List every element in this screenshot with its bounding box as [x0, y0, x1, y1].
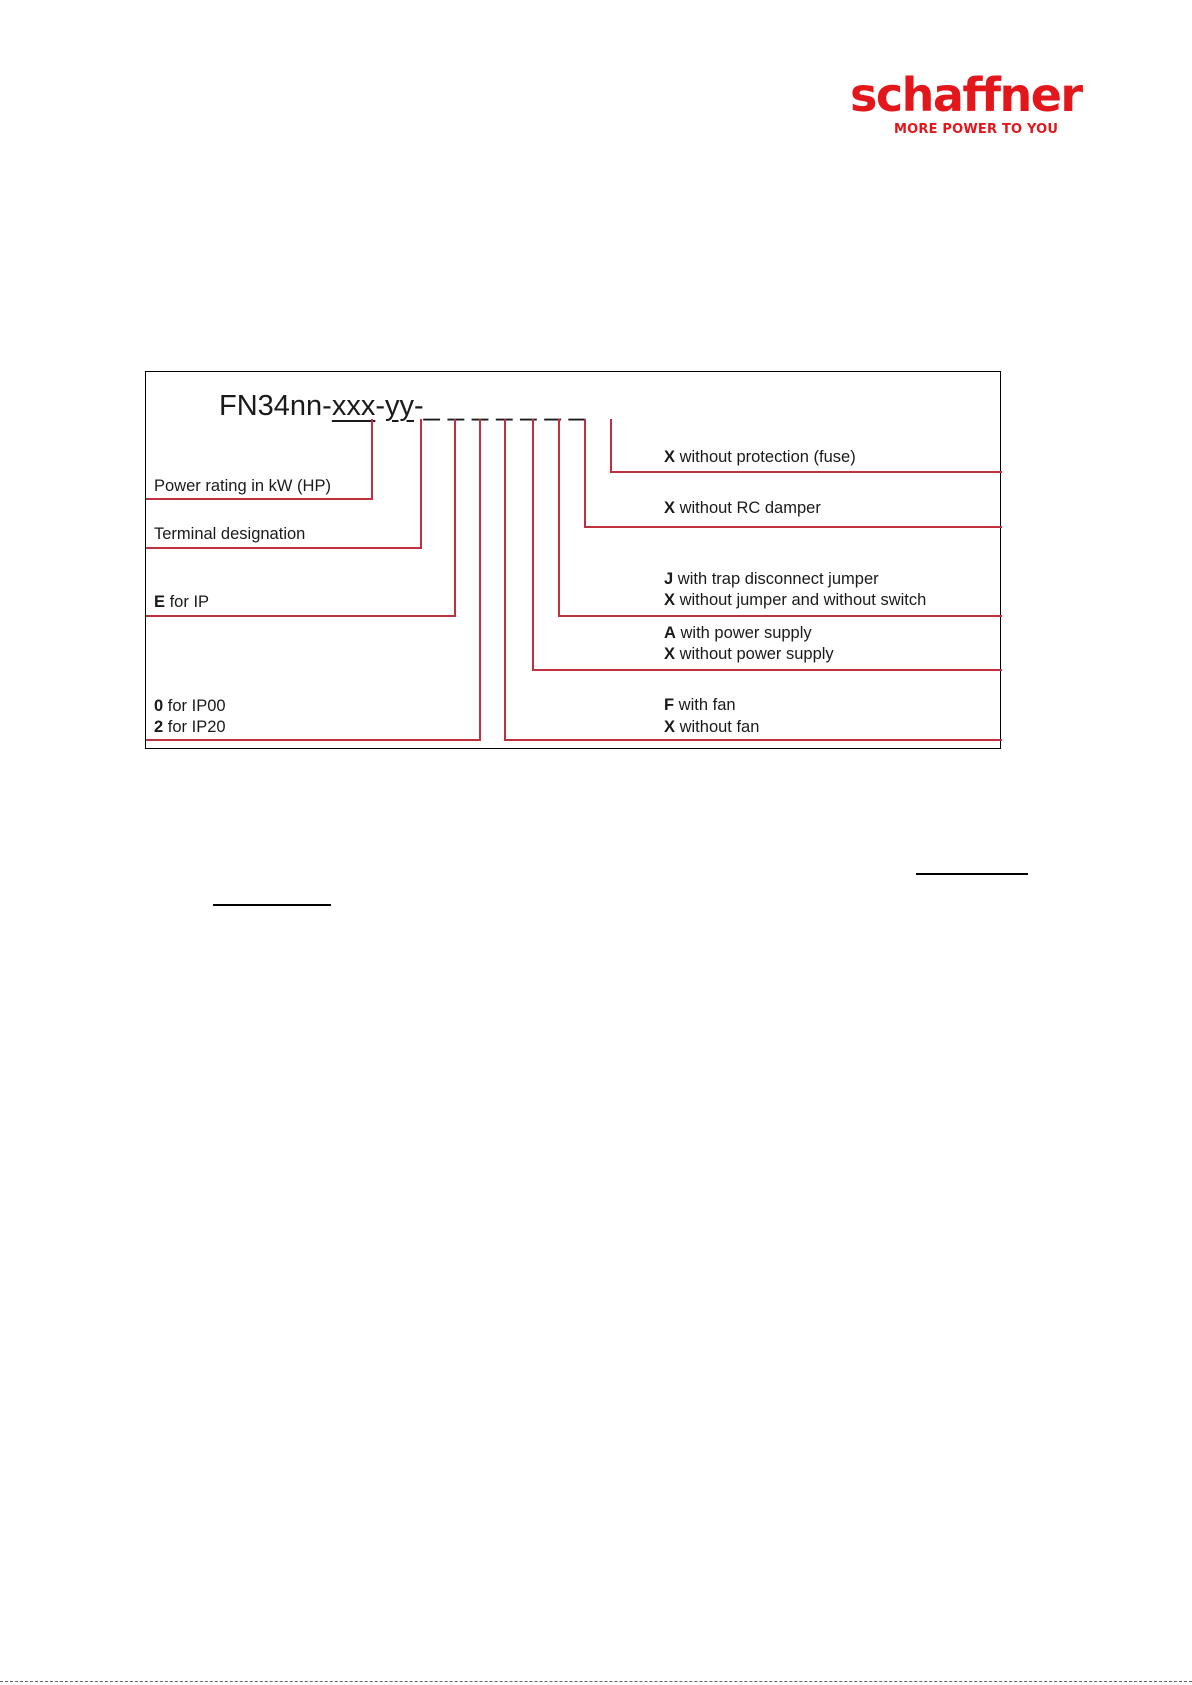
- label-jumper-x: X without jumper and without switch: [664, 591, 927, 609]
- code-prefix: FN34nn-: [219, 390, 332, 422]
- label-rc-damper: X without RC damper: [664, 499, 821, 517]
- logo-tagline: MORE POWER TO YOU: [894, 122, 1059, 137]
- code-xxx: xxx: [331, 390, 376, 422]
- logo-wordmark: schaffner: [850, 68, 1082, 122]
- line-e-ip: [146, 419, 455, 616]
- label-jumper-j: J with trap disconnect jumper: [664, 570, 879, 588]
- footer-divider: [0, 1681, 1192, 1682]
- code-suffix: -_ _ _ _ _ _ _: [414, 390, 585, 422]
- label-ip20: 2 for IP20: [154, 718, 226, 736]
- label-power-rating: Power rating in kW (HP): [154, 477, 331, 495]
- label-terminal: Terminal designation: [154, 525, 306, 543]
- schaffner-logo: [850, 68, 1110, 140]
- type-code-diagram: [145, 371, 1001, 749]
- label-fan-f: F with fan: [664, 696, 736, 714]
- hyperlink-underline-fragment-2[interactable]: [213, 904, 331, 906]
- label-power-a: A with power supply: [664, 624, 812, 642]
- hyperlink-underline-fragment[interactable]: [916, 873, 1028, 875]
- label-fuse: X without protection (fuse): [664, 448, 856, 466]
- label-fan-x: X without fan: [664, 718, 760, 736]
- line-ip-class: [146, 419, 480, 740]
- code-yy: yy: [385, 390, 414, 422]
- label-e-ip: E for IP: [154, 593, 210, 611]
- connector-lines: [146, 372, 1002, 750]
- label-ip00: 0 for IP00: [154, 697, 226, 715]
- code-sep: -: [375, 390, 385, 422]
- label-power-x: X without power supply: [664, 645, 834, 663]
